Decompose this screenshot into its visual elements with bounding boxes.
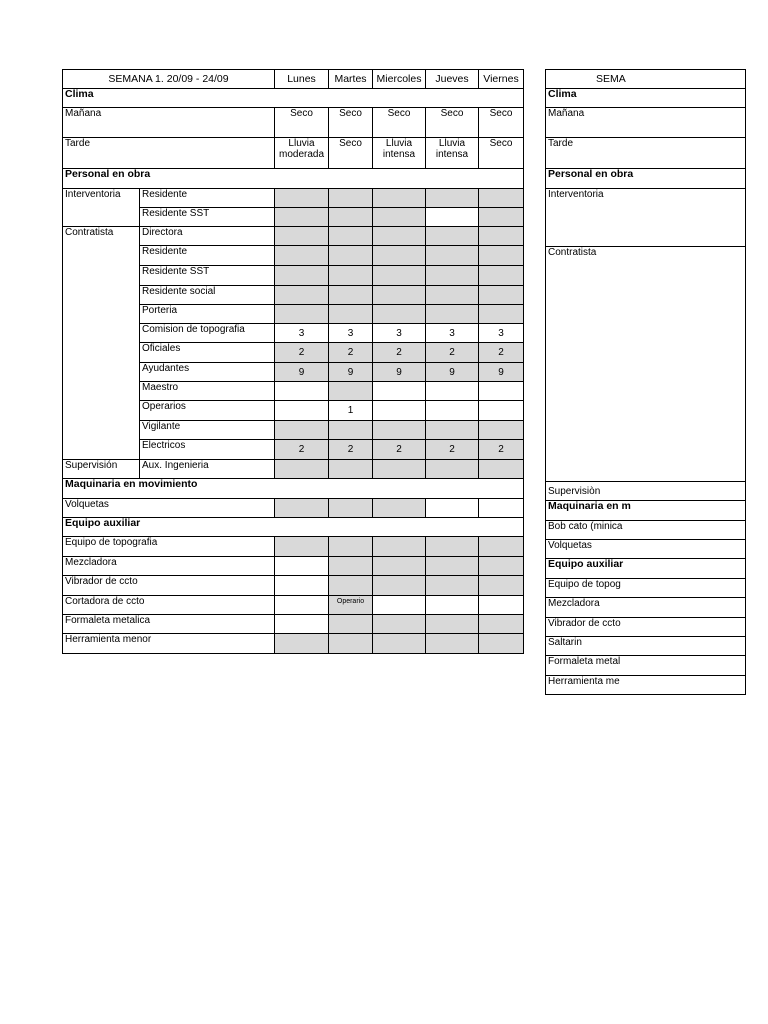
role-label: Directora (140, 227, 275, 246)
role-label: Oficiales (140, 343, 275, 363)
section-equipo: Equipo auxiliar (546, 559, 746, 579)
role-label: Comision de topografia (140, 324, 275, 343)
weather-cell: Lluvia intensa (426, 138, 479, 169)
section-personal: Personal en obra (546, 169, 746, 189)
weather-cell: Lluvia moderada (275, 138, 329, 169)
group-supervision: Supervisiòn (546, 482, 746, 501)
equipment-label: Mezcladora (63, 557, 275, 576)
section-clima: Clima (546, 89, 746, 108)
count-cell: 2 (426, 440, 479, 460)
count-cell: 2 (275, 440, 329, 460)
section-personal: Personal en obra (63, 169, 524, 189)
row-label-volquetas: Volquetas (63, 499, 275, 518)
role-label: Residente social (140, 286, 275, 305)
role-label: Operarios (140, 401, 275, 421)
role-label: Residente SST (140, 266, 275, 286)
weather-cell: Seco (479, 108, 524, 138)
row-label-tarde: Tarde (546, 138, 746, 169)
count-cell: 9 (426, 363, 479, 382)
role-label: Residente (140, 246, 275, 266)
equipment-label: Formaleta metal (546, 656, 746, 676)
section-maquinaria: Maquinaria en m (546, 501, 746, 521)
count-cell: 3 (426, 324, 479, 343)
weather-cell: Seco (275, 108, 329, 138)
weather-cell: Seco (373, 108, 426, 138)
equipment-label: Equipo de topografia (63, 537, 275, 557)
row-label-tarde: Tarde (63, 138, 275, 169)
count-cell: 9 (373, 363, 426, 382)
section-equipo: Equipo auxiliar (63, 518, 524, 537)
count-cell: 2 (426, 343, 479, 363)
section-maquinaria: Maquinaria en movimiento (63, 479, 524, 499)
weather-cell: Seco (329, 138, 373, 169)
role-label: Vigilante (140, 421, 275, 440)
count-cell: 2 (479, 343, 524, 363)
count-cell: 3 (479, 324, 524, 343)
day-header: Viernes (479, 70, 524, 89)
role-label: Porteria (140, 305, 275, 324)
count-cell: 3 (329, 324, 373, 343)
weather-cell: Seco (479, 138, 524, 169)
row-label-manana: Mañana (63, 108, 275, 138)
count-cell: 3 (275, 324, 329, 343)
week-title: SEMANA 1. 20/09 - 24/09 (63, 70, 275, 89)
equipment-label: Herramienta menor (63, 634, 275, 654)
equipment-label: Equipo de topog (546, 579, 746, 598)
group-interventoria: Interventoria (63, 189, 140, 227)
group-contratista: Contratista (546, 247, 746, 482)
row-label-manana: Mañana (546, 108, 746, 138)
day-header: Jueves (426, 70, 479, 89)
count-cell: 1 (329, 401, 373, 421)
section-clima: Clima (63, 89, 524, 108)
equipment-label: Vibrador de ccto (546, 618, 746, 637)
next-week-table (545, 69, 746, 695)
count-cell: 2 (373, 343, 426, 363)
role-label: Maestro (140, 382, 275, 401)
day-header: Miercoles (373, 70, 426, 89)
count-cell: 2 (479, 440, 524, 460)
equipment-label: Vibrador de ccto (63, 576, 275, 596)
day-header: Martes (329, 70, 373, 89)
row-label-volquetas: Volquetas (546, 540, 746, 559)
count-cell: 2 (329, 440, 373, 460)
count-cell: 9 (275, 363, 329, 382)
equipment-label: Saltarin (546, 637, 746, 656)
weather-cell: Seco (329, 108, 373, 138)
role-label: Residente (140, 189, 275, 208)
group-interventoria: Interventoria (546, 189, 746, 247)
count-cell: 2 (275, 343, 329, 363)
role-label: Aux. Ingenieria (140, 460, 275, 479)
role-label: Residente SST (140, 208, 275, 227)
row-label-bobcat: Bob cato (minica (546, 521, 746, 540)
count-cell: 9 (329, 363, 373, 382)
role-label: Ayudantes (140, 363, 275, 382)
weather-cell: Lluvia intensa (373, 138, 426, 169)
count-cell: 3 (373, 324, 426, 343)
weather-cell: Seco (426, 108, 479, 138)
equipment-label: Cortadora de ccto (63, 596, 275, 615)
count-cell: 2 (329, 343, 373, 363)
count-cell: 9 (479, 363, 524, 382)
week-title: SEMA (546, 70, 746, 89)
equipment-label: Herramienta me (546, 676, 746, 695)
equipment-label: Formaleta metalica (63, 615, 275, 634)
role-label: Electricos (140, 440, 275, 460)
group-supervision: Supervisión (63, 460, 140, 479)
group-contratista: Contratista (63, 227, 140, 460)
equipment-label: Mezcladora (546, 598, 746, 618)
count-cell: Operario (329, 596, 373, 615)
count-cell: 2 (373, 440, 426, 460)
day-header: Lunes (275, 70, 329, 89)
